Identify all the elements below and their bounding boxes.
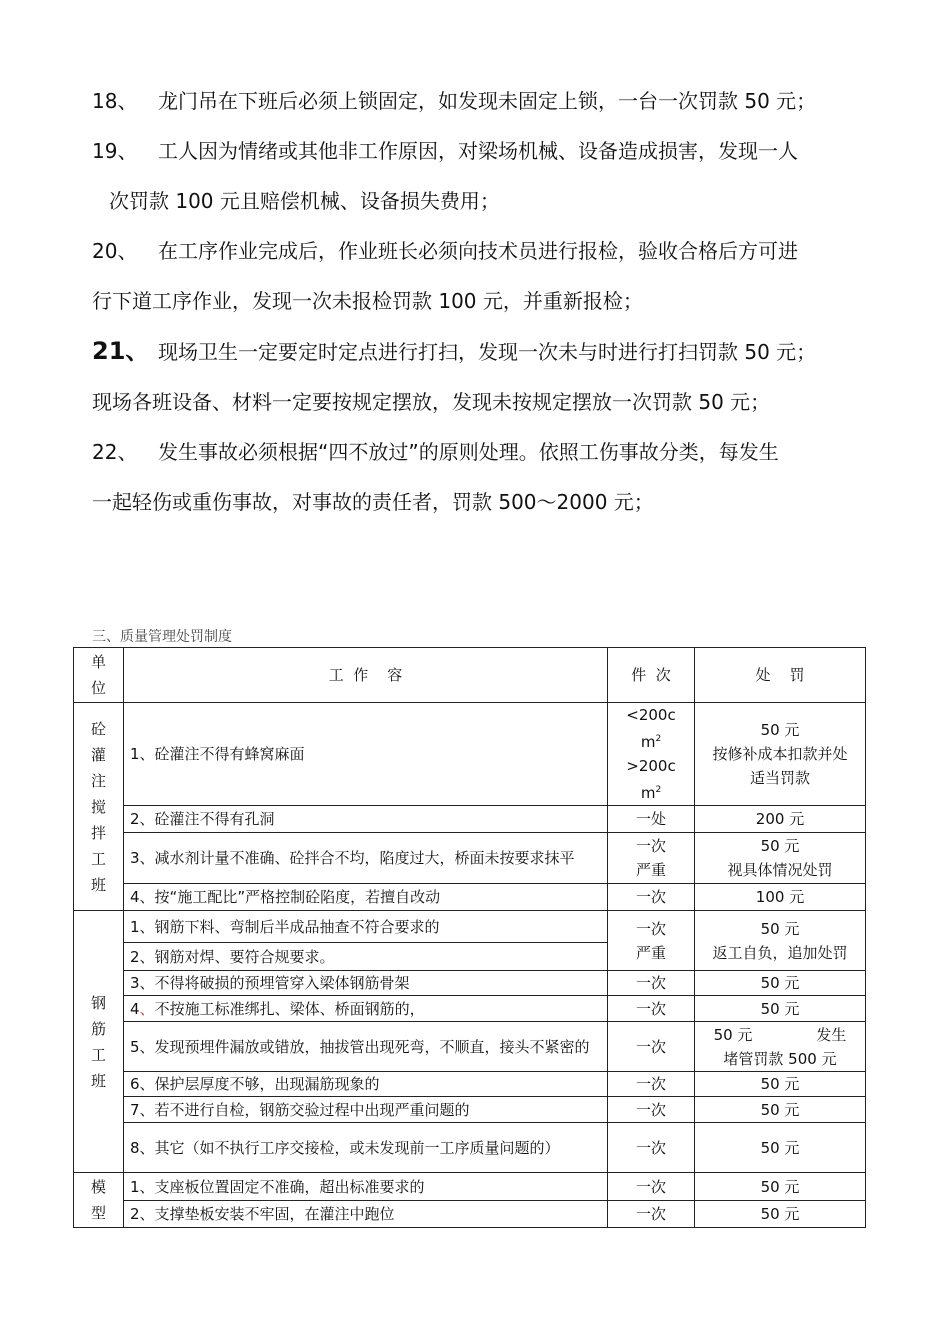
table-row bbox=[74, 806, 866, 833]
unit-mold: 模型 bbox=[74, 1173, 124, 1228]
rules-list bbox=[92, 76, 892, 527]
header-content: 工 作 容 bbox=[124, 648, 608, 703]
table-row bbox=[74, 1173, 866, 1201]
rule-20-continuation: 行下道工序作业，发现一次未报检罚款 100 元，并重新报检； bbox=[92, 289, 643, 313]
section-title: 三、质量管理处罚制度 bbox=[92, 629, 232, 645]
header-count: 件 次 bbox=[608, 648, 695, 703]
content-cell: 3、减水剂计量不准确、砼拌合不均，陷度过大，桥面未按要求抹平 bbox=[124, 833, 608, 884]
penalty-cell: 50 元 bbox=[695, 1072, 866, 1097]
content-cell: 2、钢筋对焊、要符合规要求。 bbox=[124, 943, 608, 971]
count-cell: 一次 bbox=[608, 971, 695, 996]
count-cell: 一次 bbox=[608, 1123, 695, 1173]
penalty-cell: 50 元 按修补成本扣款并处 适当罚款 bbox=[695, 703, 866, 806]
content-cell: 2、砼灌注不得有孔洞 bbox=[124, 806, 608, 833]
penalty-cell: 50 元 bbox=[695, 971, 866, 996]
table-row bbox=[74, 703, 866, 806]
content-cell: 5、发现预埋件漏放或错放，抽拔管出现死弯，不顺直，接头不紧密的 bbox=[124, 1022, 608, 1072]
penalty-cell: 50 元 bbox=[695, 1097, 866, 1123]
penalty-cell: 50 元 发生 堵管罚款 500 元 bbox=[695, 1022, 866, 1072]
count-cell: 一次 bbox=[608, 1022, 695, 1072]
rule-22-continuation: 一起轻伤或重伤事故，对事故的责任者，罚款 500～2000 元； bbox=[92, 490, 654, 514]
table-row bbox=[74, 1201, 866, 1228]
penalty-cell: 50 元 bbox=[695, 996, 866, 1022]
header-unit: 单位 bbox=[74, 648, 124, 703]
count-cell: 一处 bbox=[608, 806, 695, 833]
rule-18: 18、 龙门吊在下班后必须上锁固定，如发现未固定上锁，一台一次罚款 50 元； bbox=[92, 89, 817, 113]
content-cell: 7、若不进行自检，钢筋交验过程中出现严重问题的 bbox=[124, 1097, 608, 1123]
content-cell: 8、其它（如不执行工序交接检，或未发现前一工序质量问题的） bbox=[124, 1123, 608, 1173]
content-cell: 6、保护层厚度不够，出现漏筋现象的 bbox=[124, 1072, 608, 1097]
count-cell: <200c $m^2$ >200c $m^2$ bbox=[608, 703, 695, 806]
table-row bbox=[74, 884, 866, 911]
penalty-cell: 50 元 bbox=[695, 1173, 866, 1201]
rule-22: 22、 发生事故必须根据“四不放过”的原则处理。依照工伤事故分类，每发生 bbox=[92, 440, 779, 464]
count-cell: 一次 bbox=[608, 1173, 695, 1201]
table-row bbox=[74, 1022, 866, 1072]
count-cell: 一次 bbox=[608, 996, 695, 1022]
table-row bbox=[74, 833, 866, 884]
table-row bbox=[74, 971, 866, 996]
penalty-cell: 100 元 bbox=[695, 884, 866, 911]
table-header-row bbox=[74, 648, 866, 703]
content-cell: 1、支座板位置固定不准确，超出标准要求的 bbox=[124, 1173, 608, 1201]
header-penalty: 处 罚 bbox=[695, 648, 866, 703]
content-cell: 1、砼灌注不得有蜂窝麻面 bbox=[124, 703, 608, 806]
penalty-table bbox=[73, 647, 866, 1228]
table-row bbox=[74, 1123, 866, 1173]
table-row bbox=[74, 1097, 866, 1123]
content-cell: 2、支撑垫板安装不牢固，在灌注中跑位 bbox=[124, 1201, 608, 1228]
table-row bbox=[74, 911, 866, 943]
rule-21: 21、 现场卫生一定要定时定点进行打扫，发现一次未与时进行打扫罚款 50 元； bbox=[92, 337, 817, 365]
penalty-cell: 50 元 返工自负，追加处罚 bbox=[695, 911, 866, 971]
rule-19: 19、 工人因为情绪或其他非工作原因，对梁场机械、设备造成损害，发现一人 bbox=[92, 139, 798, 163]
count-cell: 一次 bbox=[608, 884, 695, 911]
penalty-cell: 200 元 bbox=[695, 806, 866, 833]
rule-20: 20、 在工序作业完成后，作业班长必须向技术员进行报检，验收合格后方可进 bbox=[92, 239, 798, 263]
content-cell: 4、按“施工配比”严格控制砼陷度，若擅自改动 bbox=[124, 884, 608, 911]
count-cell: 一次 严重 bbox=[608, 833, 695, 884]
penalty-cell: 50 元 bbox=[695, 1201, 866, 1228]
content-cell: 3、不得将破损的预埋管穿入梁体钢筋骨架 bbox=[124, 971, 608, 996]
table-row bbox=[74, 1072, 866, 1097]
unit-concrete: 砼灌注搅拌工班 bbox=[74, 703, 124, 911]
table-row bbox=[74, 996, 866, 1022]
rule-21-continuation: 现场各班设备、材料一定要按规定摆放，发现未按规定摆放一次罚款 50 元； bbox=[92, 390, 771, 414]
penalty-cell: 50 元 bbox=[695, 1123, 866, 1173]
count-cell: 一次 bbox=[608, 1097, 695, 1123]
count-cell: 一次 bbox=[608, 1072, 695, 1097]
count-cell: 一次 严重 bbox=[608, 911, 695, 971]
count-cell: 一次 bbox=[608, 1201, 695, 1228]
content-cell: 1、钢筋下料、弯制后半成品抽查不符合要求的 bbox=[124, 911, 608, 943]
rule-19-continuation: 次罚款 100 元且赔偿机械、设备损失费用； bbox=[109, 189, 500, 213]
unit-rebar: 钢筋工班 bbox=[74, 911, 124, 1173]
penalty-cell: 50 元 视具体情况处罚 bbox=[695, 833, 866, 884]
content-cell: 4、不按施工标准绑扎、梁体、桥面钢筋的， bbox=[124, 996, 608, 1022]
